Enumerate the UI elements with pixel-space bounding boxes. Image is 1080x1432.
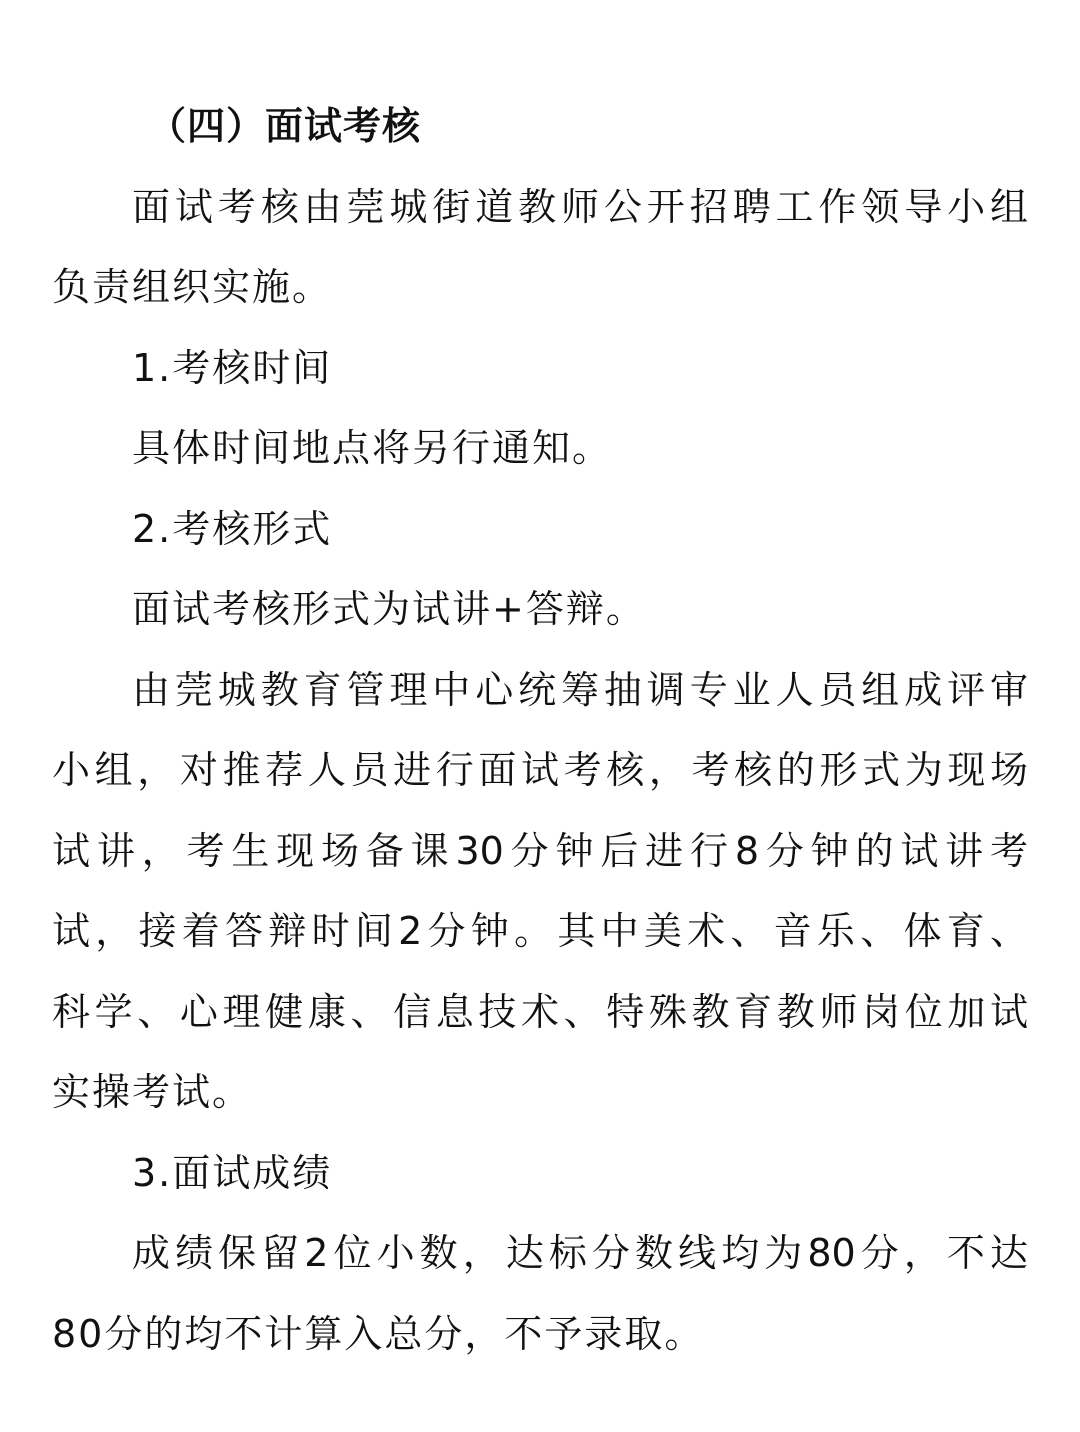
paragraph-line: 科学、心理健康、信息技术、特殊教育教师岗位加试 bbox=[52, 989, 1028, 1034]
paragraph-line: 负责组织实施。 bbox=[52, 265, 333, 309]
paragraph-line: 试，接着答辩时间2分钟。其中美术、音乐、体育、 bbox=[52, 909, 1028, 953]
paragraph-line: 具体时间地点将另行通知。 bbox=[132, 426, 613, 470]
paragraph-line: 面试考核形式为试讲+答辩。 bbox=[132, 587, 646, 631]
item-title-format: 2.考核形式 bbox=[132, 506, 333, 551]
section-heading: （四）面试考核 bbox=[148, 104, 422, 148]
item-title-score: 3.面试成绩 bbox=[132, 1150, 333, 1195]
paragraph-line: 成绩保留2位小数，达标分数线均为80分，不达 bbox=[132, 1231, 1028, 1275]
paragraph-line: 80分的均不计算入总分，不予录取。 bbox=[52, 1311, 705, 1356]
paragraph-line: 小组，对推荐人员进行面试考核，考核的形式为现场 bbox=[52, 748, 1028, 792]
paragraph-line: 由莞城教育管理中心统筹抽调专业人员组成评审 bbox=[132, 667, 1028, 712]
item-title-time: 1.考核时间 bbox=[132, 345, 333, 390]
paragraph-line: 面试考核由莞城街道教师公开招聘工作领导小组 bbox=[132, 184, 1028, 229]
paragraph-line: 试讲，考生现场备课30分钟后进行8分钟的试讲考 bbox=[52, 828, 1028, 873]
paragraph-line: 实操考试。 bbox=[52, 1070, 253, 1114]
